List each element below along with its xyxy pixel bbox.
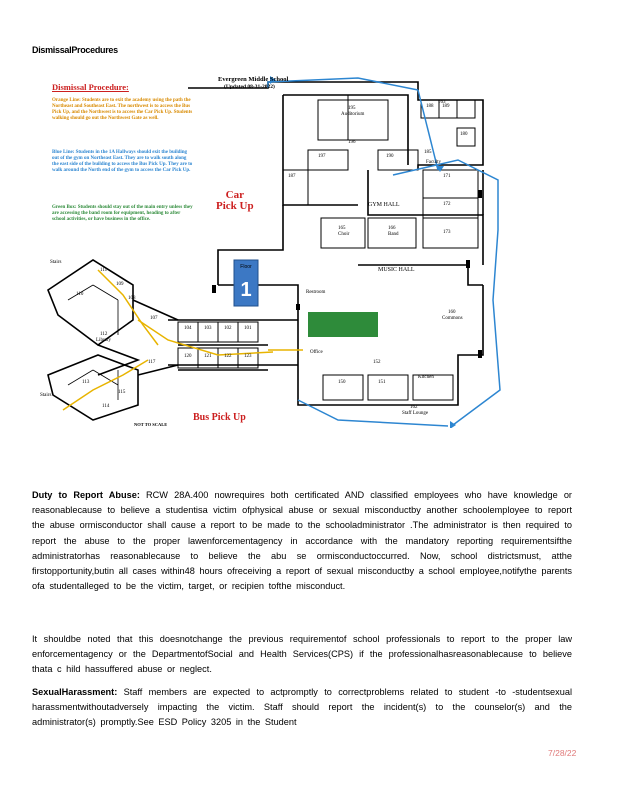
footer-date: 7/28/22 — [548, 748, 577, 758]
room-122: 122 — [224, 354, 232, 359]
room-102: 102 — [224, 326, 232, 331]
floor-badge-number: 1 — [240, 279, 252, 301]
room-114: 114 — [102, 404, 110, 409]
floor-map — [38, 70, 546, 428]
room-103: 103 — [204, 326, 212, 331]
room-188: 188 — [426, 104, 434, 109]
room-150: 150 — [338, 380, 346, 385]
blue-paths — [268, 78, 500, 426]
room-115: 115 — [118, 390, 126, 395]
room-173: 173 — [443, 230, 451, 235]
room-110: 110 — [76, 292, 84, 297]
room-label-faculty: Faculty — [426, 160, 441, 165]
room-label-library: Library — [96, 338, 111, 343]
page-header-title: DismissalProcedures — [32, 45, 118, 55]
floor-badge-label: Floor — [240, 264, 252, 270]
gym-hall-label: GYM HALL — [368, 202, 400, 208]
room-112: 112 — [100, 332, 108, 337]
music-hall-label: MUSIC HALL — [378, 267, 415, 273]
procedure-title: Dismissal Procedure: — [52, 82, 129, 92]
room-171: 171 — [443, 174, 451, 179]
duty-to-report-body: RCW 28A.400 nowrequires both certificated AND classified employees who have knowledge or reasonablecause to believe a studentisa victim ofphysical abuse or sexual misconductby another schoolemployee to report the abuse ormisconductor shall cause a report to be made to the schooladministrator .The administrator is then required to report the abuse to the proper lawenforcementagency in accordance with the mandatory reporting requirementsifthe administratorhas reasonablecause to believe the abu se ormisconductoccurred. Now, school districtsmust, atthe firstopportunity,butin all cases within48 hours ofreceiving a report of sexual misconductby a school employee,notifythe parents ofa studentalleged to be the victim, target, or recipien tofthe misconduct. — [32, 490, 572, 592]
room-label-auditorium: Auditorium — [341, 112, 365, 117]
paragraph-previous-requirement — [32, 632, 572, 678]
room-117: 117 — [148, 360, 156, 365]
room-label-office: Office — [310, 350, 323, 355]
room-label-staff-lounge: Staff Lounge — [402, 411, 429, 416]
room-197: 197 — [318, 154, 326, 159]
room-196: 196 — [348, 140, 356, 145]
room-101: 101 — [244, 326, 252, 331]
paragraph-duty-to-report — [32, 488, 572, 594]
building-walls — [168, 82, 483, 405]
room-label-restroom: Restroom — [306, 290, 326, 295]
room-109: 109 — [116, 282, 124, 287]
room-120: 120 — [184, 354, 192, 359]
stairs-top-label: Stairs — [50, 260, 62, 265]
room-160: 160 — [448, 310, 456, 315]
room-180: 180 — [460, 132, 468, 137]
room-123: 123 — [244, 354, 252, 359]
room-label-choir: Choir — [338, 232, 350, 237]
room-172: 172 — [443, 202, 451, 207]
blue-line-instructions: Blue Line: Students in the 1A Hallways should exit the building out of the gym on Northeast East. They are to walk south along the east side of the building to access the Bus Pick Up. They are to walk around the North end of the gym to access the Car Pick Up. — [52, 150, 193, 173]
room-189: 189 — [442, 104, 450, 109]
bus-pickup-label: Bus Pick Up — [193, 412, 246, 423]
previous-requirement-body: It shouldbe noted that this doesnotchange the previous requirementof school professionals to report to the proper law enforcementagency or the DepartmentofSocial and Health Services(CPS) if the professionalhasreasonablecause to believe thata c hild hassuffered abuse or neglect. — [32, 634, 572, 675]
room-113: 113 — [82, 380, 90, 385]
not-to-scale-label: NOT TO SCALE — [134, 422, 168, 427]
paragraph-sexual-harassment — [32, 685, 572, 731]
room-195: 195 — [348, 106, 356, 111]
room-165: 165 — [338, 226, 346, 231]
school-name: Evergreen Middle School — [218, 76, 289, 83]
car-pickup-label: Car Pick Up — [216, 189, 254, 212]
room-162: 162 — [410, 405, 418, 410]
room-121: 121 — [204, 354, 212, 359]
green-box-instructions: Green Box: Students should stay out of the main entry unless they are accessing the band room for equipment, heading to after school activities, or have business in the office. — [52, 205, 193, 222]
sexual-harassment-body: Staff members are expected to actpromptly to correctproblems related to student -to -studentsexual harassmentwithoutadversely impacting the victim. Staff should report the incident(s) to the counselor(s) and the administrator(s) promptly.See ESD Policy 3205 in the Student — [32, 687, 572, 728]
room-label-band: Band — [388, 232, 399, 237]
orange-line-instructions: Orange Line: Students are to exit the academy using the path the Northeast and Southeast East. The northwest is to access the Bus Pick Up, and the Northwest is to access the Car Pick Up. Students walking should go out the Northwest Gate as well. — [52, 98, 193, 121]
stairs-bottom-label: Stairs — [40, 393, 52, 398]
room-108: 108 — [128, 296, 136, 301]
room-185: 185 — [424, 150, 432, 155]
room-107: 107 — [150, 316, 158, 321]
room-label-kitchen: Kitchen — [418, 375, 434, 380]
duty-to-report-heading: Duty to Report Abuse: — [32, 490, 140, 500]
school-updated: (Updated 08-31-2022) — [224, 84, 275, 90]
floor-map-drawing — [38, 70, 546, 428]
room-111: 111 — [100, 268, 108, 273]
room-187: 187 — [288, 174, 296, 179]
room-151: 151 — [378, 380, 386, 385]
room-190: 190 — [386, 154, 394, 159]
main-entry-green-box — [308, 312, 378, 337]
room-152: 152 — [373, 360, 381, 365]
room-163: 163 — [438, 100, 446, 105]
sexual-harassment-heading: SexualHarassment: — [32, 687, 118, 697]
room-104: 104 — [184, 326, 192, 331]
room-label-commons: Commons — [442, 316, 463, 321]
room-166: 166 — [388, 226, 396, 231]
